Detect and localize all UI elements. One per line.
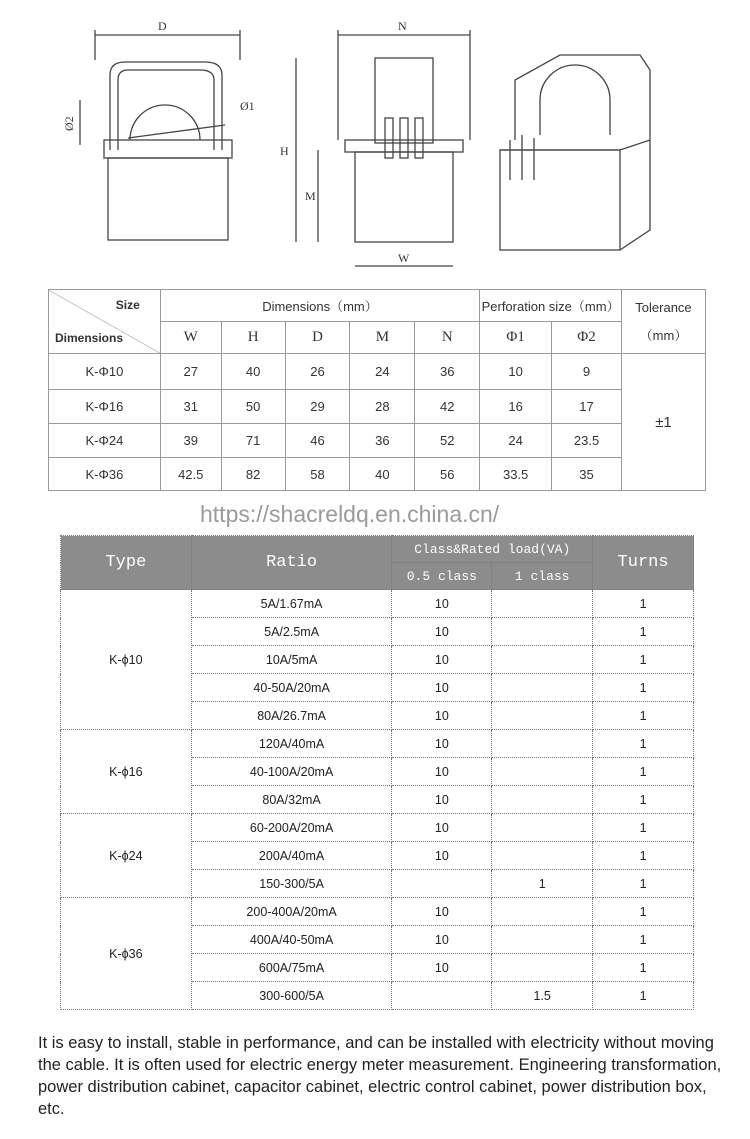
value-cell: 46 bbox=[285, 424, 350, 458]
value-cell: 36 bbox=[415, 354, 480, 390]
turns-cell: 1 bbox=[593, 646, 694, 674]
column-header: N bbox=[415, 322, 480, 354]
class-05-cell: 10 bbox=[392, 674, 492, 702]
turns-cell: 1 bbox=[593, 814, 694, 842]
watermark: https://shacreldq.en.china.cn/ bbox=[200, 501, 500, 527]
value-cell: 50 bbox=[221, 390, 285, 424]
ratio-cell: 40-50A/20mA bbox=[191, 674, 392, 702]
label-n: N bbox=[398, 19, 407, 33]
column-header: Φ1 bbox=[480, 322, 552, 354]
class-05-cell: 10 bbox=[392, 814, 492, 842]
value-cell: 40 bbox=[221, 354, 285, 390]
ratio-header: Ratio bbox=[191, 536, 392, 590]
column-header: D bbox=[285, 322, 350, 354]
value-cell: 24 bbox=[350, 354, 415, 390]
label-d: D bbox=[158, 19, 167, 33]
table-row bbox=[61, 814, 694, 842]
class-1-cell bbox=[492, 646, 593, 674]
turns-cell: 1 bbox=[593, 842, 694, 870]
turns-cell: 1 bbox=[593, 702, 694, 730]
table-row bbox=[49, 458, 706, 491]
value-cell: 29 bbox=[285, 390, 350, 424]
corner-dimensions-label: Dimensions bbox=[55, 331, 124, 345]
table-row bbox=[49, 354, 706, 390]
class-1-cell bbox=[492, 618, 593, 646]
class-05-cell: 10 bbox=[392, 898, 492, 926]
class-05-cell bbox=[392, 982, 492, 1010]
ratio-cell: 600A/75mA bbox=[191, 954, 392, 982]
value-cell: 42.5 bbox=[160, 458, 221, 491]
class-05-cell: 10 bbox=[392, 730, 492, 758]
turns-cell: 1 bbox=[593, 954, 694, 982]
class-load-header: Class&Rated load(VA) bbox=[392, 536, 593, 563]
column-header: H bbox=[221, 322, 285, 354]
ratio-cell: 150-300/5A bbox=[191, 870, 392, 898]
model-cell: K-Φ24 bbox=[49, 424, 161, 458]
turns-cell: 1 bbox=[593, 730, 694, 758]
ratio-cell: 400A/40-50mA bbox=[191, 926, 392, 954]
value-cell: 56 bbox=[415, 458, 480, 491]
turns-cell: 1 bbox=[593, 898, 694, 926]
ratio-cell: 120A/40mA bbox=[191, 730, 392, 758]
table-row bbox=[61, 898, 694, 926]
turns-cell: 1 bbox=[593, 786, 694, 814]
label-w: W bbox=[398, 251, 410, 265]
column-header: M bbox=[350, 322, 415, 354]
column-header: W bbox=[160, 322, 221, 354]
class-1-header: 1 class bbox=[492, 563, 593, 590]
value-cell: 28 bbox=[350, 390, 415, 424]
dimensions-table bbox=[48, 289, 706, 491]
type-cell: K-ϕ24 bbox=[61, 814, 192, 898]
label-phi2: Ø2 bbox=[62, 116, 76, 131]
class-05-cell: 10 bbox=[392, 702, 492, 730]
label-phi1: Ø1 bbox=[240, 99, 255, 113]
class-1-cell bbox=[492, 674, 593, 702]
class-1-cell bbox=[492, 702, 593, 730]
ratio-cell: 5A/2.5mA bbox=[191, 618, 392, 646]
table-row bbox=[61, 590, 694, 618]
ratio-cell: 200A/40mA bbox=[191, 842, 392, 870]
value-cell: 17 bbox=[552, 390, 622, 424]
class-05-cell: 10 bbox=[392, 954, 492, 982]
label-m: M bbox=[305, 189, 316, 203]
perspective-view-drawing bbox=[500, 55, 650, 250]
value-cell: 52 bbox=[415, 424, 480, 458]
turns-cell: 1 bbox=[593, 618, 694, 646]
ratio-cell: 80A/32mA bbox=[191, 786, 392, 814]
type-cell: K-ϕ16 bbox=[61, 730, 192, 814]
turns-cell: 1 bbox=[593, 870, 694, 898]
value-cell: 31 bbox=[160, 390, 221, 424]
ratio-cell: 5A/1.67mA bbox=[191, 590, 392, 618]
class-1-cell: 1 bbox=[492, 870, 593, 898]
table-row bbox=[49, 390, 706, 424]
class-1-cell bbox=[492, 842, 593, 870]
class-1-cell bbox=[492, 954, 593, 982]
model-cell: K-Φ16 bbox=[49, 390, 161, 424]
value-cell: 24 bbox=[480, 424, 552, 458]
tolerance-unit: （mm） bbox=[639, 327, 688, 343]
ratio-cell: 200-400A/20mA bbox=[191, 898, 392, 926]
turns-cell: 1 bbox=[593, 982, 694, 1010]
dimensions-group-header: Dimensions（mm） bbox=[160, 290, 479, 322]
class-05-cell: 10 bbox=[392, 842, 492, 870]
table-row bbox=[49, 424, 706, 458]
value-cell: 9 bbox=[552, 354, 622, 390]
class-1-cell bbox=[492, 926, 593, 954]
side-view-drawing bbox=[296, 30, 470, 266]
value-cell: 23.5 bbox=[552, 424, 622, 458]
turns-cell: 1 bbox=[593, 758, 694, 786]
value-cell: 36 bbox=[350, 424, 415, 458]
turns-header: Turns bbox=[593, 536, 694, 590]
corner-header-cell bbox=[49, 290, 161, 354]
type-header: Type bbox=[61, 536, 192, 590]
value-cell: 58 bbox=[285, 458, 350, 491]
model-cell: K-Φ36 bbox=[49, 458, 161, 491]
ratio-cell: 80A/26.7mA bbox=[191, 702, 392, 730]
class-05-cell: 10 bbox=[392, 590, 492, 618]
class-1-cell bbox=[492, 786, 593, 814]
ratio-cell: 300-600/5A bbox=[191, 982, 392, 1010]
class-05-header: 0.5 class bbox=[392, 563, 492, 590]
class-1-cell: 1.5 bbox=[492, 982, 593, 1010]
value-cell: 26 bbox=[285, 354, 350, 390]
class-05-cell bbox=[392, 870, 492, 898]
type-cell: K-ϕ36 bbox=[61, 898, 192, 1010]
turns-cell: 1 bbox=[593, 590, 694, 618]
corner-size-label: Size bbox=[115, 298, 140, 312]
tolerance-cell: ±1 bbox=[621, 354, 705, 491]
value-cell: 71 bbox=[221, 424, 285, 458]
front-view-drawing bbox=[80, 30, 240, 240]
value-cell: 10 bbox=[480, 354, 552, 390]
ratio-cell: 60-200A/20mA bbox=[191, 814, 392, 842]
class-1-cell bbox=[492, 590, 593, 618]
ratio-table bbox=[60, 535, 694, 1010]
ratio-cell: 40-100A/20mA bbox=[191, 758, 392, 786]
class-1-cell bbox=[492, 898, 593, 926]
model-cell: K-Φ10 bbox=[49, 354, 161, 390]
ratio-cell: 10A/5mA bbox=[191, 646, 392, 674]
turns-cell: 1 bbox=[593, 926, 694, 954]
class-05-cell: 10 bbox=[392, 786, 492, 814]
value-cell: 33.5 bbox=[480, 458, 552, 491]
class-05-cell: 10 bbox=[392, 646, 492, 674]
column-header: Φ2 bbox=[552, 322, 622, 354]
perforation-group-header: Perforation size（mm） bbox=[480, 290, 622, 322]
value-cell: 16 bbox=[480, 390, 552, 424]
table-row bbox=[61, 730, 694, 758]
class-1-cell bbox=[492, 814, 593, 842]
description-text: It is easy to install, stable in performance, and can be installed with electricity without moving the cable. It is often used for electric energy meter measurement. Engineering transformation, power distribution cabinet, capacitor cabinet, electric control cabinet, power distribution box, etc. bbox=[38, 1034, 722, 1118]
tolerance-header bbox=[621, 290, 705, 354]
value-cell: 82 bbox=[221, 458, 285, 491]
label-h: H bbox=[280, 144, 289, 158]
tolerance-label: Tolerance bbox=[635, 299, 692, 315]
value-cell: 35 bbox=[552, 458, 622, 491]
value-cell: 40 bbox=[350, 458, 415, 491]
value-cell: 42 bbox=[415, 390, 480, 424]
class-05-cell: 10 bbox=[392, 758, 492, 786]
class-05-cell: 10 bbox=[392, 926, 492, 954]
technical-drawings bbox=[0, 0, 750, 285]
class-1-cell bbox=[492, 758, 593, 786]
class-05-cell: 10 bbox=[392, 618, 492, 646]
value-cell: 39 bbox=[160, 424, 221, 458]
class-1-cell bbox=[492, 730, 593, 758]
value-cell: 27 bbox=[160, 354, 221, 390]
turns-cell: 1 bbox=[593, 674, 694, 702]
type-cell: K-ϕ10 bbox=[61, 590, 192, 730]
